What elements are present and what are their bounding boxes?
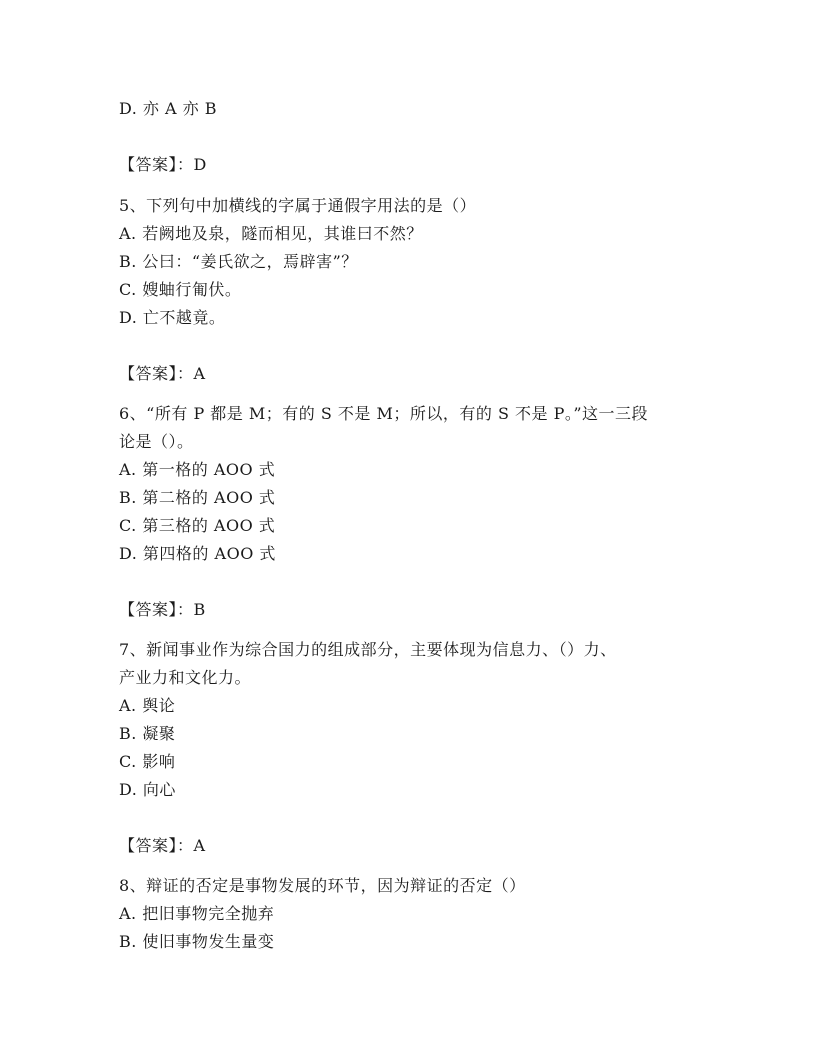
- q8-stem: 8、辩证的否定是事物发展的环节，因为辩证的否定（）: [119, 876, 526, 895]
- q6-option-b: B. 第二格的 AOO 式: [119, 488, 276, 507]
- q8-option-a: A. 把旧事物完全抛弃: [119, 904, 275, 923]
- q7-answer: 【答案】：A: [119, 836, 206, 855]
- q7-option-d: D. 向心: [119, 780, 176, 799]
- q6-option-c: C. 第三格的 AOO 式: [119, 516, 276, 535]
- q5-stem: 5、下列句中加横线的字属于通假字用法的是（）: [119, 196, 477, 215]
- q5-option-a: A. 若阙地及泉，隧而相见，其谁曰不然？: [119, 224, 423, 243]
- q5-option-c: C. 嫂蚰行匍伏。: [119, 280, 242, 299]
- q6-answer: 【答案】：B: [119, 600, 206, 619]
- q5-option-d: D. 亡不越竟。: [119, 308, 226, 327]
- q8-option-b: B. 使旧事物发生量变: [119, 932, 275, 951]
- q5-option-b: B. 公曰：“姜氏欲之，焉辟害”？: [119, 252, 358, 271]
- q4-answer: 【答案】：D: [119, 155, 207, 174]
- q7-stem-line1: 7、新闻事业作为综合国力的组成部分，主要体现为信息力、（）力、: [119, 640, 617, 659]
- q5-answer: 【答案】：A: [119, 364, 206, 383]
- q6-option-d: D. 第四格的 AOO 式: [119, 544, 276, 563]
- q7-option-c: C. 影响: [119, 752, 176, 771]
- q7-option-b: B. 凝聚: [119, 724, 176, 743]
- q7-option-a: A. 舆论: [119, 696, 176, 715]
- q4-option-d: D. 亦 A 亦 B: [119, 99, 218, 118]
- q7-stem-line2: 产业力和文化力。: [119, 668, 252, 687]
- q6-option-a: A. 第一格的 AOO 式: [119, 460, 276, 479]
- q6-stem-line2: 论是（）。: [119, 432, 194, 451]
- q6-stem-line1: 6、“所有 P 都是 M；有的 S 不是 M；所以，有的 S 不是 P。”这一三段: [119, 404, 649, 423]
